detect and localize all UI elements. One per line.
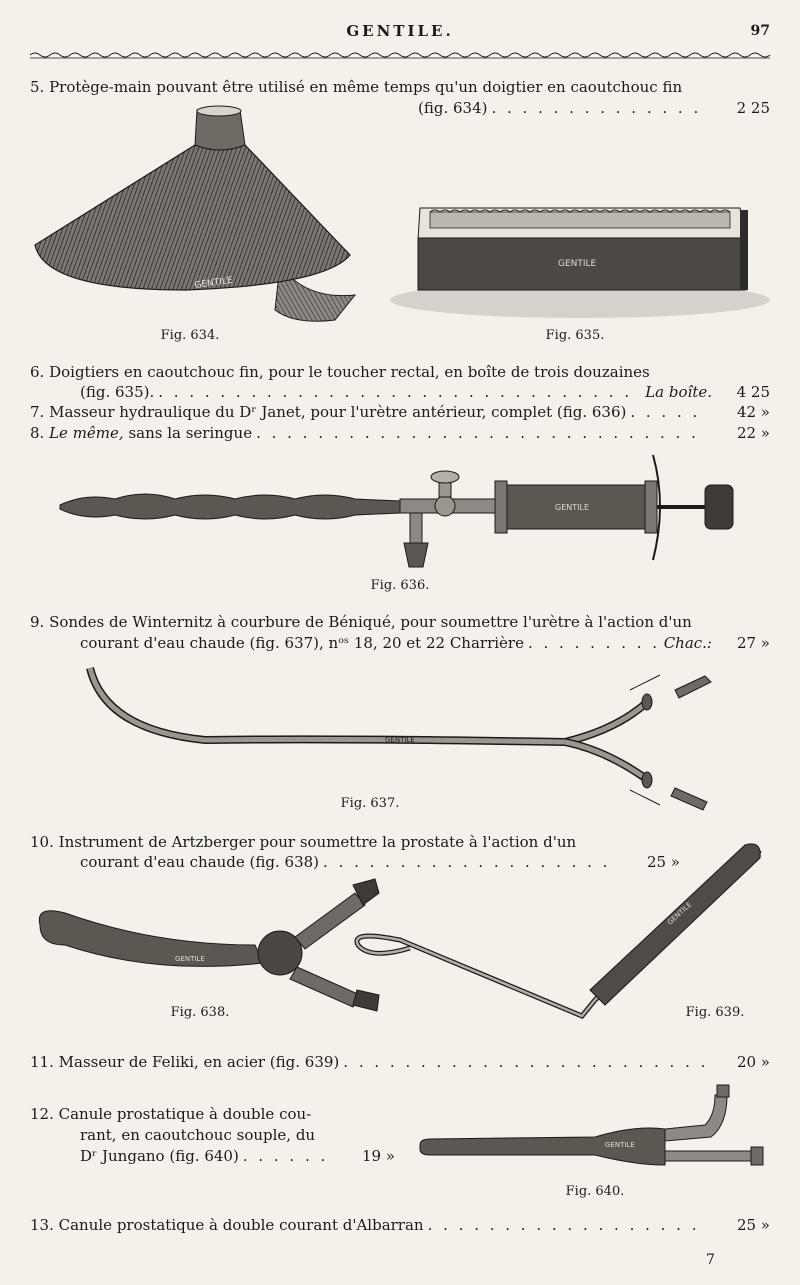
fig-638-engraving: GENTILE <box>175 955 205 963</box>
item-12-line3 <box>80 1147 395 1165</box>
fig-640-illustration <box>415 1085 775 1180</box>
item-12-price: 19 » <box>361 1147 395 1165</box>
item-6-text: Doigtiers en caoutchouc fin, pour le toucher rectal, en boîte de trois douzaines <box>49 363 650 381</box>
item-9-text: Sondes de Winternitz à courbure de Béniqué, pour soumettre l'urètre à l'action d'un <box>49 613 692 631</box>
item-10-text: Instrument de Artzberger pour soumettre la prostate à l'action d'un <box>58 833 577 851</box>
item-12 <box>30 1105 390 1123</box>
item-5 <box>30 78 770 96</box>
page-header <box>30 20 770 46</box>
item-9 <box>30 613 770 631</box>
dot-leader <box>630 403 708 421</box>
item-8 <box>30 424 770 442</box>
item-12-line2 <box>80 1126 380 1144</box>
dot-leader <box>428 1216 708 1234</box>
item-12-text: Canule prostatique à double cou- <box>58 1105 312 1123</box>
item-7 <box>30 403 770 421</box>
item-6-unit: La boîte. <box>645 383 712 401</box>
page-number: 97 <box>750 23 770 39</box>
item-11-price: 20 » <box>736 1053 770 1071</box>
fig-635-caption: Fig. 635. <box>545 328 605 343</box>
fig-637-engraving: GENTILE <box>385 736 415 744</box>
item-13-price: 25 » <box>736 1216 770 1234</box>
item-10-price: 25 » <box>646 853 680 871</box>
item-8-text-italic: Le même, <box>49 424 124 442</box>
item-6-ref: (fig. 635). <box>80 383 155 401</box>
item-6 <box>30 363 770 381</box>
fig-635-engraving: GENTILE <box>558 259 597 269</box>
signature-mark: 7 <box>706 1252 715 1268</box>
item-9-number: 9. <box>30 613 45 631</box>
fig-634-illustration <box>35 105 355 325</box>
fig-636-illustration <box>55 455 745 575</box>
dot-leader <box>158 383 641 401</box>
item-6-number: 6. <box>30 363 45 381</box>
item-7-number: 7. <box>30 403 45 421</box>
dot-leader <box>528 634 660 652</box>
item-11 <box>30 1053 770 1071</box>
item-5-number: 5. <box>30 78 45 96</box>
item-10-number: 10. <box>30 833 54 851</box>
item-11-number: 11. <box>30 1053 54 1071</box>
running-title: GENTILE. <box>346 22 454 40</box>
item-13-text: Canule prostatique à double courant d'Albarran <box>58 1216 424 1234</box>
fig-638-caption: Fig. 638. <box>170 1005 230 1020</box>
item-5-line2 <box>418 99 770 117</box>
fig-635-illustration <box>390 200 770 320</box>
finger-cots <box>430 212 730 228</box>
item-5-text: Protège-main pouvant être utilisé en même temps qu'un doigtier en caoutchouc fin <box>49 78 683 96</box>
item-9-line2 <box>80 634 770 652</box>
fig-639-engraving: GENTILE <box>665 900 694 927</box>
item-13 <box>30 1216 770 1234</box>
item-6-price: 4 25 <box>736 383 770 401</box>
item-12-text2: rant, en caoutchouc souple, du <box>80 1126 316 1144</box>
fig-638-illustration <box>35 875 385 1025</box>
fig-636-engraving: GENTILE <box>555 503 589 512</box>
item-6-line2 <box>80 383 770 401</box>
item-11-text: Masseur de Feliki, en acier (fig. 639) <box>58 1053 340 1071</box>
fig-634-engraving: GENTILE <box>194 275 234 291</box>
dot-leader <box>491 99 708 117</box>
item-10-ref: courant d'eau chaude (fig. 638) <box>80 853 320 871</box>
item-7-text: Masseur hydraulique du Dʳ Janet, pour l'urètre antérieur, complet (fig. 636) <box>49 403 627 421</box>
item-9-price: 27 » <box>736 634 770 652</box>
item-5-ref: (fig. 634) <box>418 99 488 117</box>
header-rule <box>30 50 770 60</box>
dot-leader <box>256 424 708 442</box>
item-9-unit: Chac.: <box>663 634 712 652</box>
item-12-number: 12. <box>30 1105 54 1123</box>
item-5-price: 2 25 <box>736 99 770 117</box>
fig-639-caption: Fig. 639. <box>685 1005 745 1020</box>
item-12-ref: Dʳ Jungano (fig. 640) <box>80 1147 239 1165</box>
item-8-text: sans la seringue <box>128 424 253 442</box>
item-7-price: 42 » <box>736 403 770 421</box>
fig-640-engraving: GENTILE <box>605 1141 635 1149</box>
dot-leader <box>343 1053 708 1071</box>
fig-640-caption: Fig. 640. <box>565 1184 625 1199</box>
fig-634-caption: Fig. 634. <box>160 328 220 343</box>
fig-636-caption: Fig. 636. <box>370 578 430 593</box>
item-8-price: 22 » <box>736 424 770 442</box>
item-8-number: 8. <box>30 424 45 442</box>
item-13-number: 13. <box>30 1216 54 1234</box>
dot-leader <box>243 1147 333 1165</box>
item-9-ref: courant d'eau chaude (fig. 637), nᵒˢ 18, 20 et 22 Charrière <box>80 634 524 652</box>
fig-637-caption: Fig. 637. <box>340 796 400 811</box>
